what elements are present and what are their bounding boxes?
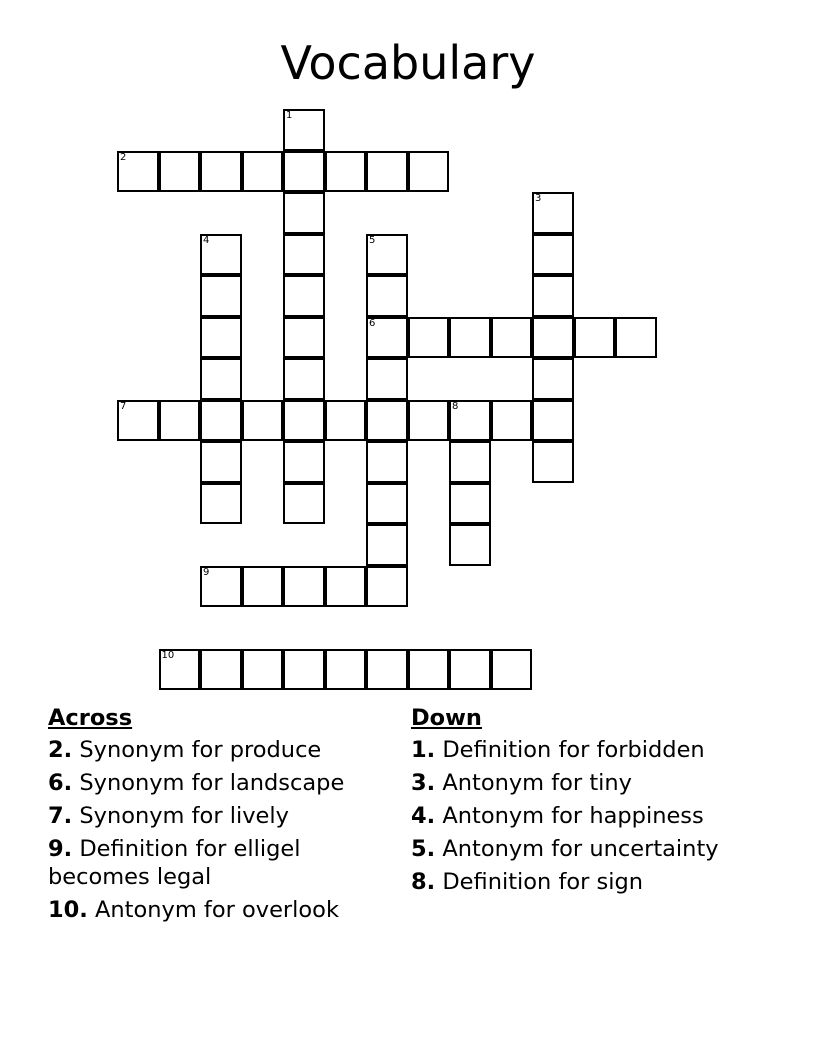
grid-cell[interactable] <box>366 400 408 442</box>
grid-cell[interactable] <box>200 483 242 525</box>
clue-number: 8. <box>411 869 436 895</box>
clue-text: Synonym for produce <box>79 737 322 763</box>
cell-number: 10 <box>161 649 175 661</box>
grid-cell[interactable] <box>325 566 367 608</box>
clue-text: Synonym for lively <box>79 803 289 829</box>
clue-text: Definition for sign <box>442 869 644 895</box>
clue-number: 4. <box>411 803 436 829</box>
grid-cell[interactable] <box>242 400 284 442</box>
grid-cell[interactable] <box>449 317 491 359</box>
grid-cell[interactable] <box>117 400 159 442</box>
grid-cell[interactable] <box>200 566 242 608</box>
grid-cell[interactable] <box>491 649 533 691</box>
cell-number: 4 <box>203 234 210 246</box>
grid-cell[interactable] <box>283 151 325 193</box>
clue-down <box>411 835 761 863</box>
grid-cell[interactable] <box>449 400 491 442</box>
clue-number: 1. <box>411 737 436 763</box>
cell-number: 5 <box>369 234 376 246</box>
clue-across <box>48 769 393 797</box>
clue-down <box>411 868 761 896</box>
cell-number: 3 <box>535 193 542 204</box>
down-clues <box>411 704 761 901</box>
grid-cell[interactable] <box>283 358 325 400</box>
grid-cell[interactable] <box>200 275 242 317</box>
grid-cell[interactable] <box>366 483 408 525</box>
clue-number: 2. <box>48 737 73 763</box>
grid-cell[interactable] <box>283 109 325 151</box>
grid-cell[interactable] <box>200 317 242 359</box>
down-heading: Down <box>411 705 482 731</box>
grid-cell[interactable] <box>366 151 408 193</box>
grid-cell[interactable] <box>366 441 408 483</box>
grid-cell[interactable] <box>283 649 325 691</box>
grid-cell[interactable] <box>283 400 325 442</box>
clue-text: Antonym for tiny <box>442 770 632 796</box>
grid-cell[interactable] <box>200 358 242 400</box>
grid-cell[interactable] <box>200 151 242 193</box>
clue-across <box>48 802 393 830</box>
cell-number: 6 <box>369 317 376 329</box>
grid-cell[interactable] <box>283 234 325 276</box>
grid-cell[interactable] <box>532 358 574 400</box>
grid-cell[interactable] <box>242 649 284 691</box>
grid-cell[interactable] <box>159 400 201 442</box>
grid-cell[interactable] <box>117 151 159 193</box>
grid-cell[interactable] <box>283 483 325 525</box>
clue-text: Definition for elligel becomes legal <box>48 836 301 890</box>
grid-cell[interactable] <box>366 234 408 276</box>
cell-number: 1 <box>286 110 293 121</box>
grid-cell[interactable] <box>325 151 367 193</box>
clue-across <box>48 896 393 924</box>
grid-cell[interactable] <box>366 358 408 400</box>
grid-cell[interactable] <box>615 317 657 359</box>
clue-number: 10. <box>48 897 88 923</box>
grid-cell[interactable] <box>366 566 408 608</box>
grid-cell[interactable] <box>325 649 367 691</box>
grid-cell[interactable] <box>408 649 450 691</box>
clue-number: 6. <box>48 770 73 796</box>
grid-cell[interactable] <box>242 151 284 193</box>
grid-cell[interactable] <box>283 275 325 317</box>
across-heading: Across <box>48 705 133 731</box>
clue-down <box>411 736 761 764</box>
grid-cell[interactable] <box>200 234 242 276</box>
grid-cell[interactable] <box>366 317 408 359</box>
grid-cell[interactable] <box>366 649 408 691</box>
cell-number: 7 <box>120 400 127 412</box>
clue-text: Antonym for uncertainty <box>442 836 719 862</box>
grid-cell[interactable] <box>449 524 491 566</box>
grid-cell[interactable] <box>491 400 533 442</box>
grid-cell[interactable] <box>408 400 450 442</box>
grid-cell[interactable] <box>283 441 325 483</box>
clue-number: 5. <box>411 836 436 862</box>
clue-text: Antonym for overlook <box>95 897 339 923</box>
clue-number: 3. <box>411 770 436 796</box>
grid-cell[interactable] <box>408 151 450 193</box>
grid-cell[interactable] <box>532 275 574 317</box>
cell-number: 8 <box>452 400 459 412</box>
clue-text: Definition for forbidden <box>442 737 705 763</box>
grid-cell[interactable] <box>200 441 242 483</box>
grid-cell[interactable] <box>283 192 325 234</box>
clue-text: Synonym for landscape <box>79 770 345 796</box>
clue-text: Antonym for happiness <box>442 803 704 829</box>
grid-cell[interactable] <box>283 317 325 359</box>
grid-cell[interactable] <box>366 524 408 566</box>
clue-down <box>411 769 761 797</box>
grid-cell[interactable] <box>242 566 284 608</box>
clue-across <box>48 736 393 764</box>
grid-cell[interactable] <box>366 275 408 317</box>
cell-number: 2 <box>120 151 127 163</box>
grid-cell[interactable] <box>574 317 616 359</box>
grid-cell[interactable] <box>325 400 367 442</box>
grid-cell[interactable] <box>200 649 242 691</box>
grid-cell[interactable] <box>449 483 491 525</box>
grid-cell[interactable] <box>532 400 574 442</box>
cell-number: 9 <box>203 566 210 578</box>
grid-cell[interactable] <box>159 151 201 193</box>
grid-cell[interactable] <box>200 400 242 442</box>
grid-cell[interactable] <box>283 566 325 608</box>
grid-cell[interactable] <box>532 317 574 359</box>
grid-cell[interactable] <box>449 441 491 483</box>
grid-cell[interactable] <box>532 234 574 276</box>
page-title: Vocabulary <box>280 36 536 90</box>
grid-cell[interactable] <box>532 441 574 483</box>
grid-cell[interactable] <box>449 649 491 691</box>
clue-number: 7. <box>48 803 73 829</box>
clue-down <box>411 802 761 830</box>
grid-cell[interactable] <box>532 192 574 234</box>
grid-cell[interactable] <box>408 317 450 359</box>
clue-across <box>48 835 393 891</box>
grid-cell[interactable] <box>159 649 201 691</box>
clue-number: 9. <box>48 836 73 862</box>
across-clues <box>48 704 393 929</box>
grid-cell[interactable] <box>491 317 533 359</box>
